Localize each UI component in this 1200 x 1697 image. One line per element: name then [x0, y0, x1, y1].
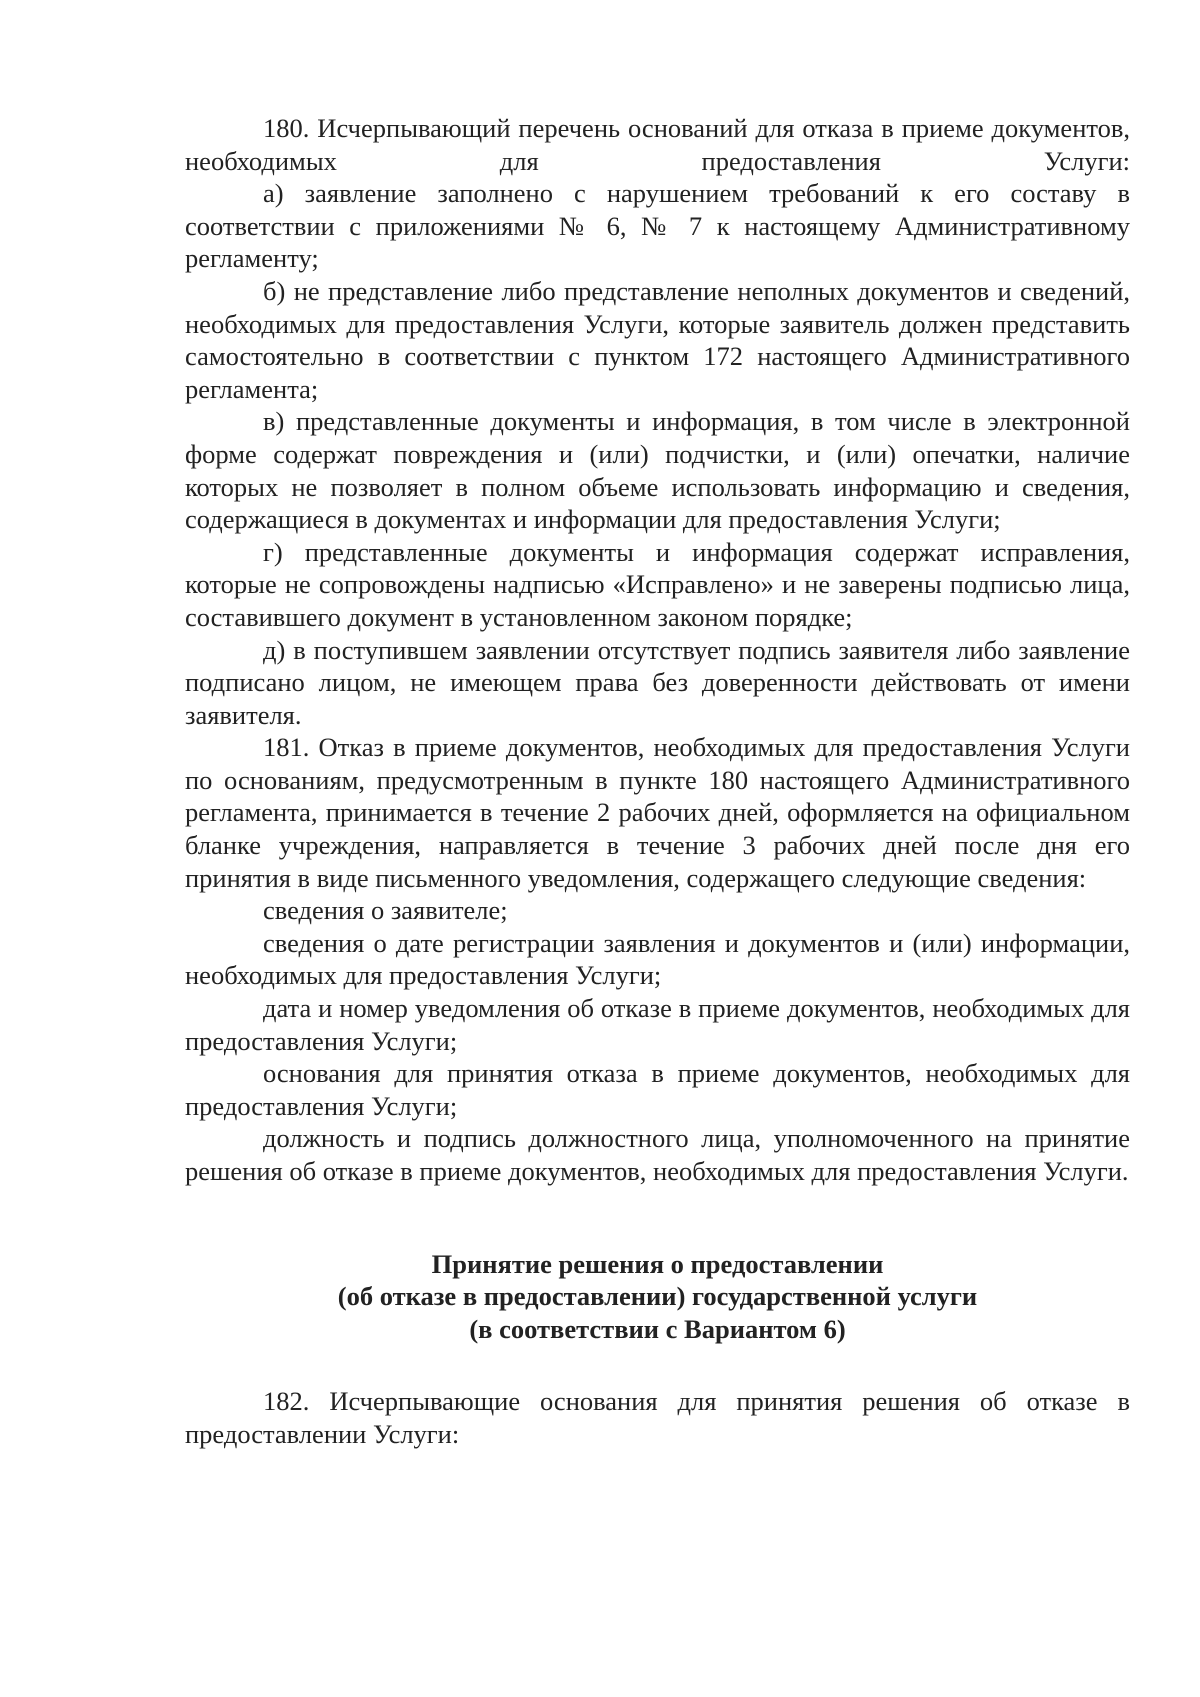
paragraph-180-g: г) представленные документы и информация содержат исправления, которые не сопровождены надписью «Исправлено» и не заверены подписью лица, составившего документ в установленном законом порядке; — [185, 536, 1130, 632]
paragraph-180-d: д) в поступившем заявлении отсутствует подпись заявителя либо заявление подписано лицом, не имеющем права без доверенности действовать от имени заявителя. — [185, 634, 1130, 730]
paragraph-181-item-3: дата и номер уведомления об отказе в приеме документов, необходимых для предоставления Услуги; — [185, 993, 1130, 1056]
section-heading-line-1: Принятие решения о предоставлении — [431, 1248, 884, 1279]
paragraph-181-item-5: должность и подпись должностного лица, уполномоченного на принятие решения об отказе в приеме документов, необходимых для предоставления Услуги. — [185, 1123, 1130, 1186]
paragraph-180-v: в) представленные документы и информация, в том числе в электронной форме содержат повреждения и (или) подчистки, и (или) опечатки, наличие которых не позволяет в полном объеме использовать информацию и сведения, содержащиеся в документах и информации для предоставления Услуги; — [185, 406, 1130, 535]
paragraph-181-item-2: сведения о дате регистрации заявления и документов и (или) информации, необходимых для предоставления Услуги; — [185, 927, 1130, 991]
paragraph-181: 181. Отказ в приеме документов, необходимых для предоставления Услуги по основаниям, предусмотренным в пункте 180 настоящего Административного регламента, принимается в течение 2 рабочих дней, оформляется на официальном бланке учреждения, направляется в течение 3 рабочих дней после дня его принятия в виде письменного уведомления, содержащего следующие сведения: — [185, 732, 1130, 893]
paragraph-182: 182. Исчерпывающие основания для принятия решения об отказе в предоставлении Услуги: — [185, 1386, 1130, 1449]
paragraph-180-a: а) заявление заполнено с нарушением требований к его составу в соответствии с приложениями № 6, № 7 к настоящему Административному регламенту; — [185, 178, 1130, 274]
paragraph-180-b: б) не представление либо представление неполных документов и сведений, необходимых для предоставления Услуги, которые заявитель должен представить самостоятельно в соответствии с пунктом 172 настоящего Административного регламента; — [185, 275, 1130, 404]
paragraph-181-item-1: сведения о заявителе; — [263, 895, 508, 926]
paragraph-181-item-4: основания для принятия отказа в приеме документов, необходимых для предоставления Услуги; — [185, 1058, 1130, 1121]
document-body — [185, 112, 1130, 1450]
section-heading-line-3: (в соответствии с Вариантом 6) — [469, 1313, 846, 1344]
section-heading-line-2: (об отказе в предоставлении) государственной услуги — [337, 1281, 978, 1312]
paragraph-180: 180. Исчерпывающий перечень оснований для отказа в приеме документов, необходимых для предоставления Услуги: — [185, 113, 1130, 176]
section-heading — [185, 1248, 1130, 1346]
